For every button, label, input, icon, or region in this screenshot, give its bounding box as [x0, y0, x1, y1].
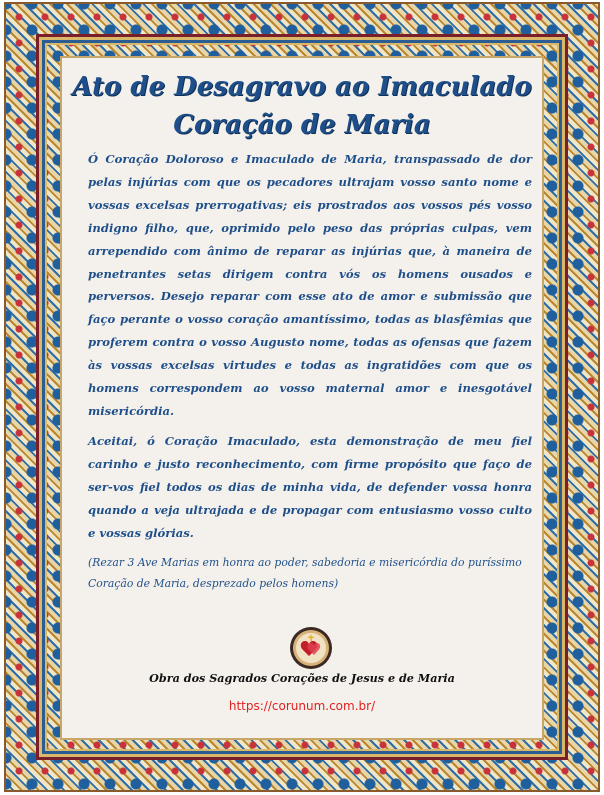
prayer-paragraph-1: Ó Coração Doloroso e Imaculado de Maria, transpassado de dor pelas injúrias com que os pecadores ultrajam vosso santo nome e vossas excelsas prerrogativas; eis prostrados aos vossos pés vosso indigno filho, que, oprimido pelo peso das próprias culpas, vem arrependido com ânimo de reparar as injúrias que, à maneira de penetrantes setas dirigem contra vós os homens ousados e perversos. Desejo reparar com esse ato de amor e submissão que faço perante o vosso coração amantíssimo, todas as blasfêmias que proferem contra o vosso Augusto nome, todas as ofensas que fazem às vossas excelsas virtudes e todas as ingratidões com que os homens correspondem ao vosso maternal amor e inesgotável misericórdia. [88, 152, 532, 418]
sacred-hearts-icon [289, 626, 333, 670]
title-line-2: Coração de Maria [173, 110, 431, 140]
prayer-note: (Rezar 3 Ave Marias em honra ao poder, sabedoria e misericórdia do puríssimo Coração de Maria, desprezado pelos homens) [88, 556, 522, 590]
organization-name: Obra dos Sagrados Corações de Jesus e de Maria [149, 671, 455, 685]
website-link[interactable]: https://corunum.com.br/ [228, 699, 376, 713]
prayer-title [62, 68, 542, 144]
prayer-paragraph-2: Aceitai, ó Coração Imaculado, esta demonstração de meu fiel carinho e justo reconhecimento, com firme propósito que faço de ser-vos fiel todos os dias de minha vida, de defender vossa honra quando a veja ultrajada e de propagar com entusiasmo vosso culto e vossas glórias. [88, 434, 532, 540]
title-line-1: Ato de Desagravo ao Imaculado [72, 72, 532, 102]
